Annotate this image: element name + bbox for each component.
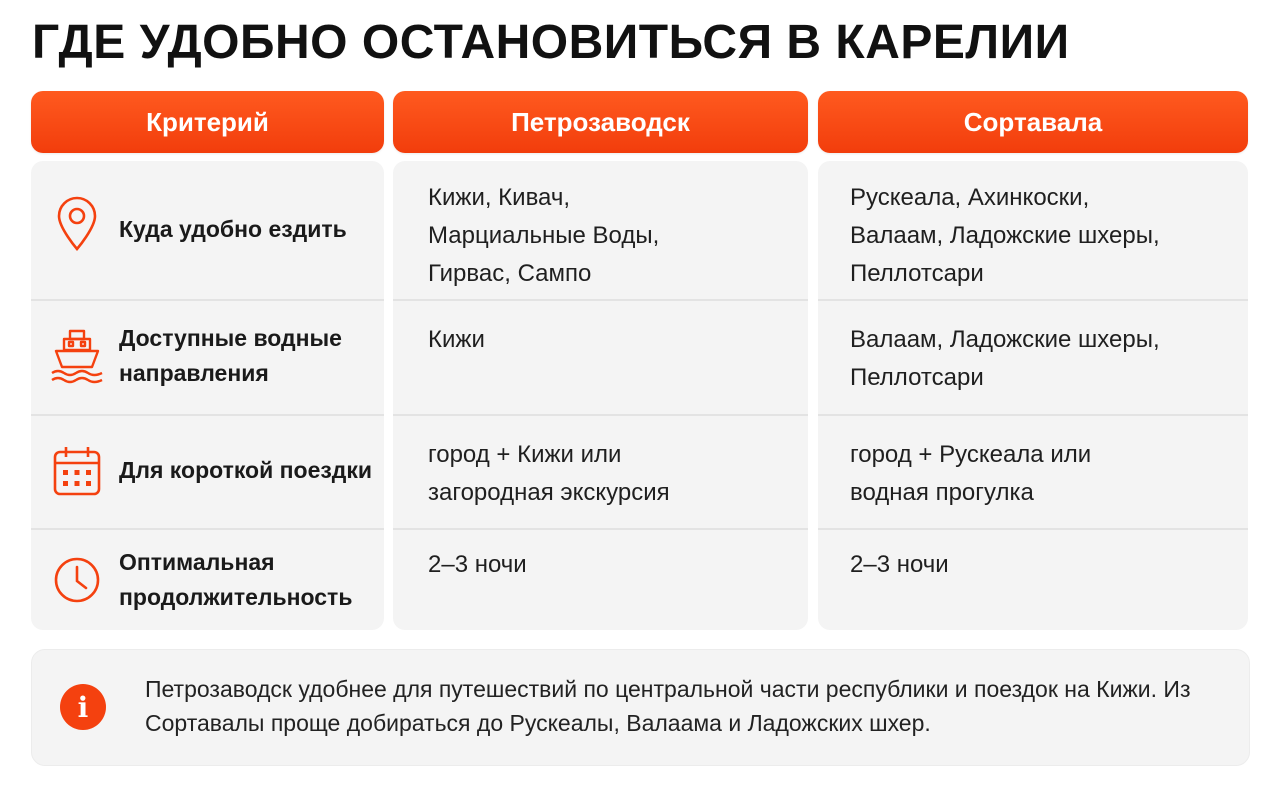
ship-icon bbox=[49, 329, 105, 385]
table-cell-row bbox=[818, 528, 1248, 630]
table-cell: Валаам, Ладожские шхеры, Пеллотсари bbox=[850, 326, 1160, 391]
criterion-column bbox=[31, 91, 384, 630]
table-cell-row bbox=[393, 528, 808, 630]
criterion-row bbox=[31, 528, 384, 630]
map-pin-icon bbox=[49, 196, 105, 252]
table-cell: Кижи, Кивач, Марциальные Воды, Гирвас, Сампо bbox=[428, 184, 660, 287]
info-note-text: Петрозаводск удобнее для путешествий по центральной части республики и поездок на Кижи. Из Сортавалы проще добираться до Рускеалы, Валаама и Ладожских шхер. bbox=[145, 676, 1191, 736]
table-cell: Кижи bbox=[428, 326, 485, 353]
header-petrozavodsk: Петрозаводск bbox=[393, 91, 808, 153]
table-cell-row bbox=[818, 414, 1248, 530]
info-note bbox=[31, 649, 1250, 766]
criterion-row bbox=[31, 414, 384, 530]
table-cell-row bbox=[393, 414, 808, 530]
table-cell: город + Кижи или загородная экскурсия bbox=[428, 441, 670, 506]
criterion-label: Доступные водные направления bbox=[119, 325, 342, 386]
header-sortavala: Сортавала bbox=[818, 91, 1248, 153]
table-cell-row bbox=[818, 299, 1248, 416]
clock-icon bbox=[49, 552, 105, 608]
criterion-row bbox=[31, 299, 384, 416]
table-cell-row bbox=[393, 299, 808, 416]
info-icon: i bbox=[60, 684, 106, 730]
table-cell: Рускеала, Ахинкоски, Валаам, Ладожские шхеры, Пеллотсари bbox=[850, 184, 1160, 287]
table-cell: 2–3 ночи bbox=[428, 551, 527, 578]
table-cell-row bbox=[393, 161, 808, 299]
sortavala-column-body bbox=[818, 161, 1248, 630]
sortavala-column bbox=[818, 91, 1248, 630]
header-criterion: Критерий bbox=[31, 91, 384, 153]
petrozavodsk-column bbox=[393, 91, 808, 630]
petrozavodsk-column-body bbox=[393, 161, 808, 630]
criterion-label: Оптимальная продолжительность bbox=[119, 549, 353, 610]
criterion-row bbox=[31, 161, 384, 299]
table-cell: город + Рускеала или водная прогулка bbox=[850, 441, 1092, 506]
criterion-column-body bbox=[31, 161, 384, 630]
calendar-icon bbox=[49, 443, 105, 499]
table-cell: 2–3 ночи bbox=[850, 551, 949, 578]
criterion-label: Для короткой поездки bbox=[119, 457, 373, 483]
page-title: ГДЕ УДОБНО ОСТАНОВИТЬСЯ В КАРЕЛИИ bbox=[32, 16, 1070, 69]
table-cell-row bbox=[818, 161, 1248, 299]
criterion-label: Куда удобно ездить bbox=[119, 216, 347, 242]
